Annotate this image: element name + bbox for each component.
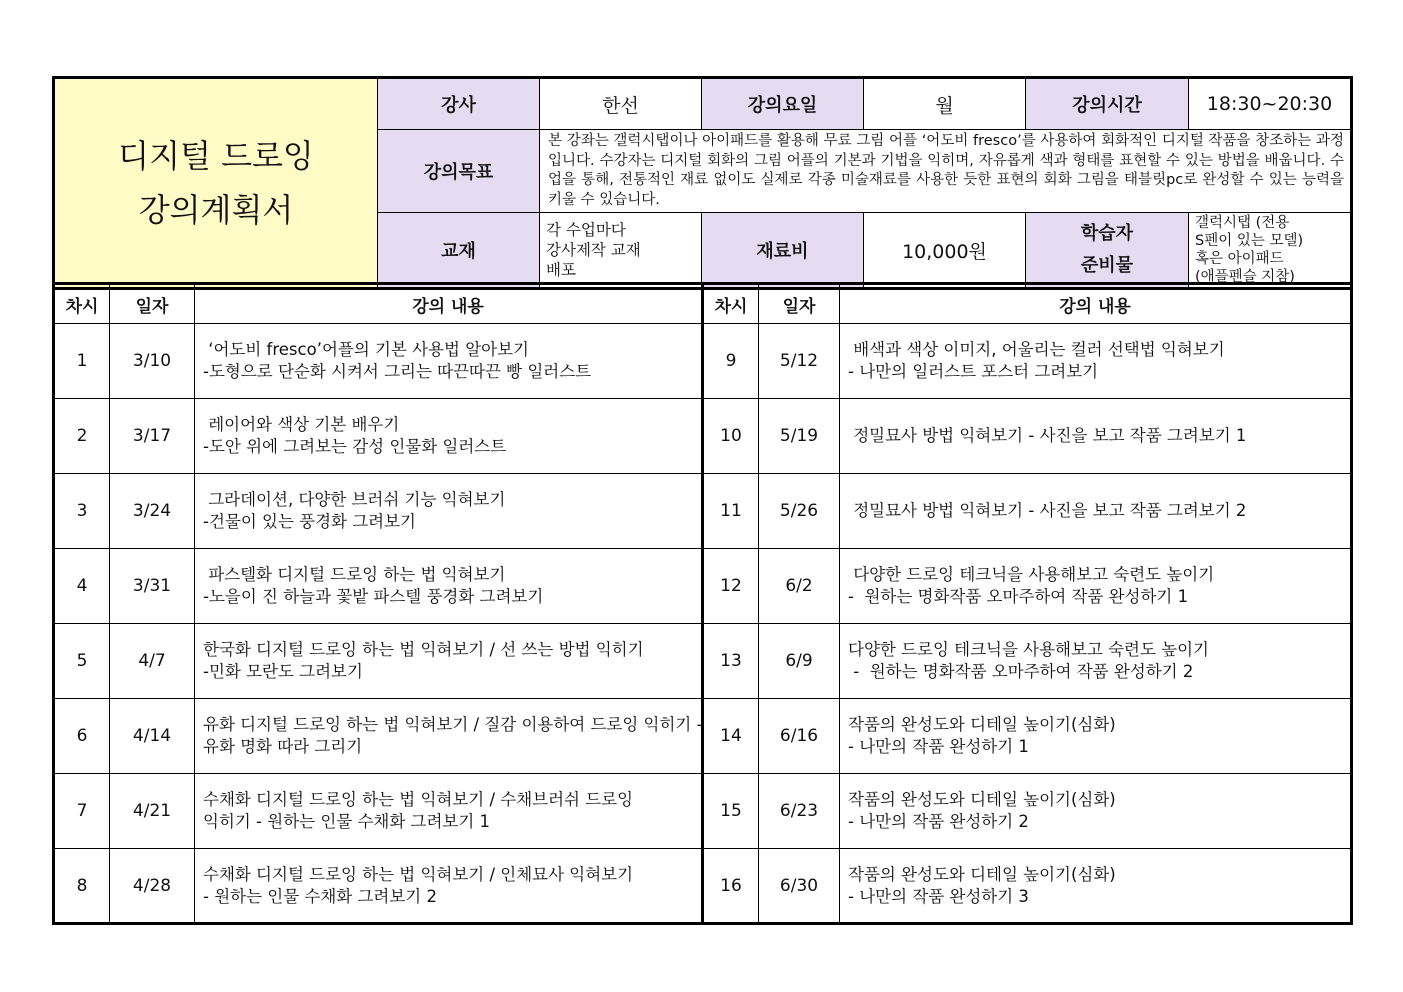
content-line: - 원하는 인물 수채화 그려보기 2 xyxy=(203,886,437,906)
content-line: -민화 모란도 그려보기 xyxy=(203,662,363,681)
session-number: 7 xyxy=(54,774,110,849)
table-row xyxy=(54,849,1352,924)
fee-value: 10,000원 xyxy=(864,213,1026,289)
session-number: 13 xyxy=(703,624,759,699)
session-date: 4/21 xyxy=(110,774,195,849)
content-line: -노을이 진 하늘과 꽃밭 파스텔 풍경화 그려보기 xyxy=(203,587,544,606)
session-content xyxy=(195,399,703,474)
session-content xyxy=(195,849,703,924)
content-line: 유화 디지털 드로잉 하는 법 익혀보기 / 질감 이용하여 드로잉 익히기 - xyxy=(203,715,703,734)
session-content xyxy=(840,399,1352,474)
session-number: 8 xyxy=(54,849,110,924)
content-line: - 나만의 작품 완성하기 3 xyxy=(848,886,1029,906)
content-line: - 원하는 명화작품 오마주하여 작품 완성하기 1 xyxy=(848,587,1189,606)
fee-label: 재료비 xyxy=(702,213,864,289)
content-line: 한국화 디지털 드로잉 하는 법 익혀보기 / 선 쓰는 방법 익히기 xyxy=(203,640,644,659)
session-date: 4/28 xyxy=(110,849,195,924)
session-content xyxy=(840,699,1352,774)
course-title-line2: 강의계획서 xyxy=(138,191,294,229)
col-date-header: 일자 xyxy=(759,284,840,324)
session-date: 6/9 xyxy=(759,624,840,699)
course-title-line1: 디지털 드로잉 xyxy=(118,137,314,175)
session-date: 6/16 xyxy=(759,699,840,774)
content-line: -건물이 있는 풍경화 그려보기 xyxy=(203,512,416,531)
content-line: 정밀묘사 방법 익혀보기 - 사진을 보고 작품 그려보기 1 xyxy=(848,426,1247,445)
schedule-table xyxy=(52,282,1353,925)
col-session-header: 차시 xyxy=(54,284,110,324)
session-number: 15 xyxy=(703,774,759,849)
goal-label: 강의목표 xyxy=(378,130,540,213)
session-content xyxy=(195,474,703,549)
content-line: - 원하는 명화작품 오마주하여 작품 완성하기 2 xyxy=(848,662,1194,681)
table-row xyxy=(54,624,1352,699)
content-line: 배색과 색상 이미지, 어울리는 컬러 선택법 익혀보기 xyxy=(848,340,1225,359)
session-number: 11 xyxy=(703,474,759,549)
session-content xyxy=(195,774,703,849)
col-date-header: 일자 xyxy=(110,284,195,324)
col-content-header: 강의 내용 xyxy=(195,284,703,324)
prep-line: (애플펜슬 지참) xyxy=(1195,269,1295,285)
prep-line: 혹은 아이패드 xyxy=(1195,251,1284,267)
session-content xyxy=(840,549,1352,624)
instructor-value: 한선 xyxy=(540,78,702,130)
content-line: 그라데이션, 다양한 브러쉬 기능 익혀보기 xyxy=(203,490,506,509)
session-content xyxy=(840,474,1352,549)
session-content xyxy=(840,324,1352,399)
textbook-line: 각 수업마다 xyxy=(546,221,626,239)
content-line: 유화 명화 따라 그리기 xyxy=(203,737,363,756)
session-content xyxy=(195,699,703,774)
instructor-label: 강사 xyxy=(378,78,540,130)
prep-label-line1: 학습자 xyxy=(1080,223,1134,244)
session-date: 5/19 xyxy=(759,399,840,474)
table-row xyxy=(54,399,1352,474)
table-row xyxy=(54,549,1352,624)
content-line: - 나만의 작품 완성하기 1 xyxy=(848,737,1029,756)
content-line: - 나만의 작품 완성하기 2 xyxy=(848,812,1029,831)
session-content xyxy=(195,549,703,624)
content-line: 파스텔화 디지털 드로잉 하는 법 익혀보기 xyxy=(203,565,506,584)
content-line: 정밀묘사 방법 익혀보기 - 사진을 보고 작품 그려보기 2 xyxy=(848,501,1247,520)
content-line: 수채화 디지털 드로잉 하는 법 익혀보기 / 인체묘사 익혀보기 xyxy=(203,864,634,884)
session-content xyxy=(840,849,1352,924)
content-line: 다양한 드로잉 테크닉을 사용해보고 숙련도 높이기 xyxy=(848,640,1209,659)
session-date: 3/17 xyxy=(110,399,195,474)
session-number: 9 xyxy=(703,324,759,399)
textbook-label: 교재 xyxy=(378,213,540,289)
session-date: 4/7 xyxy=(110,624,195,699)
content-line: -도형으로 단순화 시켜서 그리는 따끈따끈 빵 일러스트 xyxy=(203,362,592,381)
textbook-line: 강사제작 교재 xyxy=(546,241,641,259)
prep-line: 갤럭시탭 (전용 xyxy=(1195,215,1290,231)
session-date: 5/26 xyxy=(759,474,840,549)
prep-label-line2: 준비물 xyxy=(1080,255,1134,276)
prep-value xyxy=(1189,213,1352,289)
session-date: 3/31 xyxy=(110,549,195,624)
day-label: 강의요일 xyxy=(702,78,864,130)
content-line: -도안 위에 그려보는 감성 인물화 일러스트 xyxy=(203,437,507,456)
session-number: 14 xyxy=(703,699,759,774)
session-number: 2 xyxy=(54,399,110,474)
content-line: - 나만의 일러스트 포스터 그려보기 xyxy=(848,362,1099,381)
content-line: 레이어와 색상 기본 배우기 xyxy=(203,415,400,434)
table-row xyxy=(54,774,1352,849)
session-number: 12 xyxy=(703,549,759,624)
time-value: 18:30~20:30 xyxy=(1189,78,1352,130)
course-info-table xyxy=(52,76,1353,290)
session-number: 3 xyxy=(54,474,110,549)
col-content-header: 강의 내용 xyxy=(840,284,1352,324)
session-content xyxy=(195,324,703,399)
goal-text: 본 강좌는 갤럭시탭이나 아이패드를 활용해 무료 그림 어플 ‘어도비 fresco’를 사용하여 회화적인 디지털 작품을 창조하는 과정입니다. 수강자는 디지털 회화의 그림 어플의 기본과 기법을 익히며, 자유롭게 색과 형태를 표현할 수 있는 방법을 배웁니다. 수업을 통해, 전통적인 재료 없이도 실제로 각종 미술재료를 사용한 듯한 표현의 회화 그림을 태블릿pc로 완성할 수 있는 능력을 키울 수 있습니다. xyxy=(540,130,1352,213)
content-line: ‘어도비 fresco’어플의 기본 사용법 알아보기 xyxy=(203,340,529,359)
session-number: 5 xyxy=(54,624,110,699)
content-line: 작품의 완성도와 디테일 높이기(심화) xyxy=(848,715,1116,734)
session-number: 16 xyxy=(703,849,759,924)
col-session-header: 차시 xyxy=(703,284,759,324)
textbook-value xyxy=(540,213,702,289)
content-line: 작품의 완성도와 디테일 높이기(심화) xyxy=(848,864,1116,884)
session-content xyxy=(840,774,1352,849)
session-date: 6/30 xyxy=(759,849,840,924)
session-number: 4 xyxy=(54,549,110,624)
session-date: 6/23 xyxy=(759,774,840,849)
day-value: 월 xyxy=(864,78,1026,130)
content-line: 수채화 디지털 드로잉 하는 법 익혀보기 / 수채브러쉬 드로잉 xyxy=(203,790,634,809)
session-date: 4/14 xyxy=(110,699,195,774)
content-line: 익히기 - 원하는 인물 수채화 그려보기 1 xyxy=(203,812,491,831)
textbook-line: 배포 xyxy=(546,261,576,279)
content-line: 다양한 드로잉 테크닉을 사용해보고 숙련도 높이기 xyxy=(848,565,1215,584)
session-number: 10 xyxy=(703,399,759,474)
session-number: 6 xyxy=(54,699,110,774)
course-title xyxy=(54,78,378,289)
table-row xyxy=(54,324,1352,399)
session-date: 3/24 xyxy=(110,474,195,549)
table-row xyxy=(54,699,1352,774)
content-line: 작품의 완성도와 디테일 높이기(심화) xyxy=(848,790,1116,809)
schedule-header-row xyxy=(54,284,1352,324)
session-content xyxy=(195,624,703,699)
session-date: 5/12 xyxy=(759,324,840,399)
session-content xyxy=(840,624,1352,699)
prep-label xyxy=(1026,213,1189,289)
session-date: 3/10 xyxy=(110,324,195,399)
session-date: 6/2 xyxy=(759,549,840,624)
table-row xyxy=(54,474,1352,549)
prep-line: S펜이 있는 모델) xyxy=(1195,233,1304,249)
time-label: 강의시간 xyxy=(1026,78,1189,130)
session-number: 1 xyxy=(54,324,110,399)
